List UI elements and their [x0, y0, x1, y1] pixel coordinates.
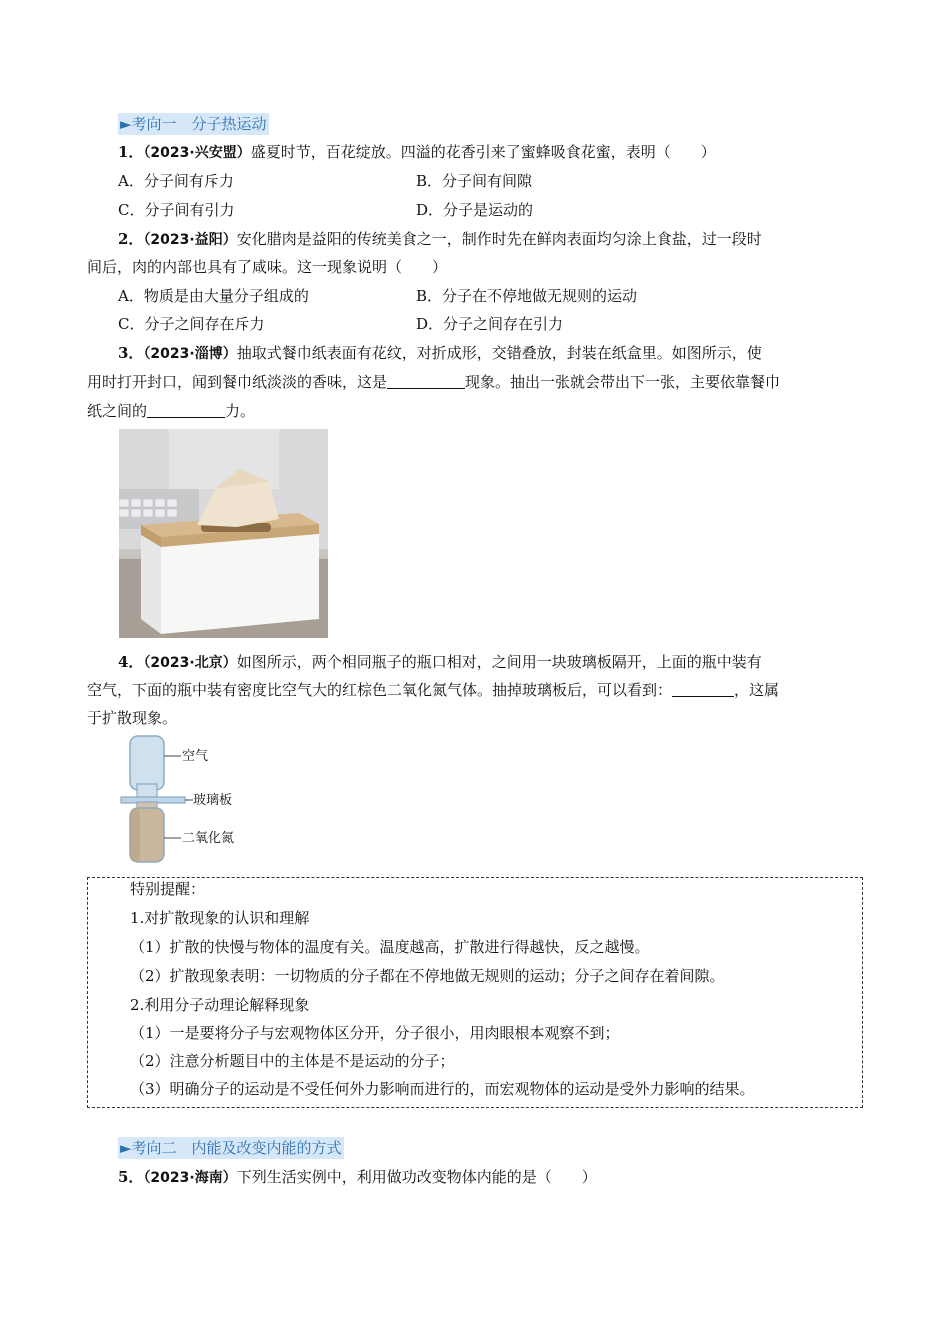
question-source: （2023·北京） — [143, 655, 237, 671]
option-d: D．分子是运动的 — [416, 201, 534, 219]
tissue-box-photo — [119, 429, 328, 638]
question-number: 2． — [118, 230, 144, 248]
question-number: 5． — [118, 1168, 144, 1186]
reminder-line: 1.对扩散现象的认识和理解 — [130, 909, 310, 927]
reminder-line: （1）扩散的快慢与物体的温度有关。温度越高，扩散进行得越快，反之越慢。 — [130, 938, 650, 956]
stem-text: 力。 — [225, 402, 256, 420]
question-source: （2023·海南） — [143, 1170, 237, 1186]
question-stem: 下列生活实例中，利用做功改变物体内能的是（ ） — [236, 1168, 597, 1186]
reminder-line: （3）明确分子的运动是不受任何外力影响而进行的，而宏观物体的运动是受外力影响的结果。 — [130, 1080, 755, 1098]
figure-label-air: 空气 — [182, 749, 209, 764]
answer-blank[interactable] — [387, 374, 465, 389]
question-2 — [118, 228, 762, 251]
question-stem-line — [87, 679, 779, 701]
question-stem-line: 于扩散现象。 — [87, 709, 178, 727]
answer-blank[interactable] — [147, 403, 225, 418]
question-number: 3． — [118, 344, 144, 362]
question-number: 1． — [118, 143, 144, 161]
answer-blank[interactable] — [672, 682, 734, 697]
question-1 — [118, 141, 716, 164]
special-reminder-box — [87, 877, 863, 1108]
reminder-line: （2）扩散现象表明：一切物质的分子都在不停地做无规则的运动；分子之间存在着间隙。 — [130, 967, 725, 985]
question-stem-line: 间后，肉的内部也具有了咸味。这一现象说明（ ） — [87, 258, 448, 276]
question-source: （2023·兴安盟） — [143, 145, 251, 161]
reminder-line: 2.利用分子动理论解释现象 — [130, 996, 310, 1014]
question-5 — [118, 1166, 597, 1189]
tissue-box-illustration — [119, 429, 328, 638]
question-stem-line: 抽取式餐巾纸表面有花纹，对折成形，交错叠放，封装在纸盒里。如图所示，使 — [236, 344, 762, 362]
option-a: A．物质是由大量分子组成的 — [118, 287, 309, 305]
option-c: C．分子间有引力 — [118, 201, 235, 219]
question-stem-line — [87, 400, 255, 422]
stem-text: ，这属 — [734, 681, 780, 699]
option-c: C．分子之间存在斥力 — [118, 315, 265, 333]
stem-text: 纸之间的 — [87, 402, 148, 420]
option-b: B．分子在不停地做无规则的运动 — [416, 287, 638, 305]
stem-text: 空气，下面的瓶中装有密度比空气大的红棕色二氧化氮气体。抽掉玻璃板后，可以看到： — [87, 681, 673, 699]
figure-label-no2: 二氧化氮 — [182, 831, 235, 846]
option-d: D．分子之间存在引力 — [416, 315, 564, 333]
section-heading-2: ►考向二 内能及改变内能的方式 — [120, 1139, 342, 1157]
question-source: （2023·淄博） — [143, 346, 237, 362]
section-heading-1: ►考向一 分子热运动 — [120, 115, 267, 133]
question-stem: 盛夏时节，百花绽放。四溢的花香引来了蜜蜂吸食花蜜，表明（ ） — [250, 143, 716, 161]
question-number: 4． — [118, 653, 144, 671]
stem-text: 现象。抽出一张就会带出下一张，主要依靠餐巾 — [465, 373, 781, 391]
question-stem-line: 如图所示，两个相同瓶子的瓶口相对，之间用一块玻璃板隔开，上面的瓶中装有 — [236, 653, 762, 671]
reminder-line: （2）注意分析题目中的主体是不是运动的分子； — [130, 1052, 455, 1070]
question-stem-line — [87, 371, 780, 393]
figure-label-glass-plate: 玻璃板 — [193, 793, 233, 808]
question-4 — [118, 651, 762, 674]
option-b: B．分子间有间隙 — [416, 172, 533, 190]
option-a: A．分子间有斥力 — [118, 172, 234, 190]
reminder-title: 特别提醒： — [130, 880, 206, 898]
reminder-line: （1）一是要将分子与宏观物体区分开，分子很小，用肉眼根本观察不到； — [130, 1024, 620, 1042]
question-source: （2023·益阳） — [143, 232, 237, 248]
question-stem-line: 安化腊肉是益阳的传统美食之一，制作时先在鲜肉表面均匀涂上食盐，过一段时 — [236, 230, 762, 248]
stem-text: 用时打开封口，闻到餐巾纸淡淡的香味，这是 — [87, 373, 388, 391]
question-3 — [118, 342, 762, 365]
